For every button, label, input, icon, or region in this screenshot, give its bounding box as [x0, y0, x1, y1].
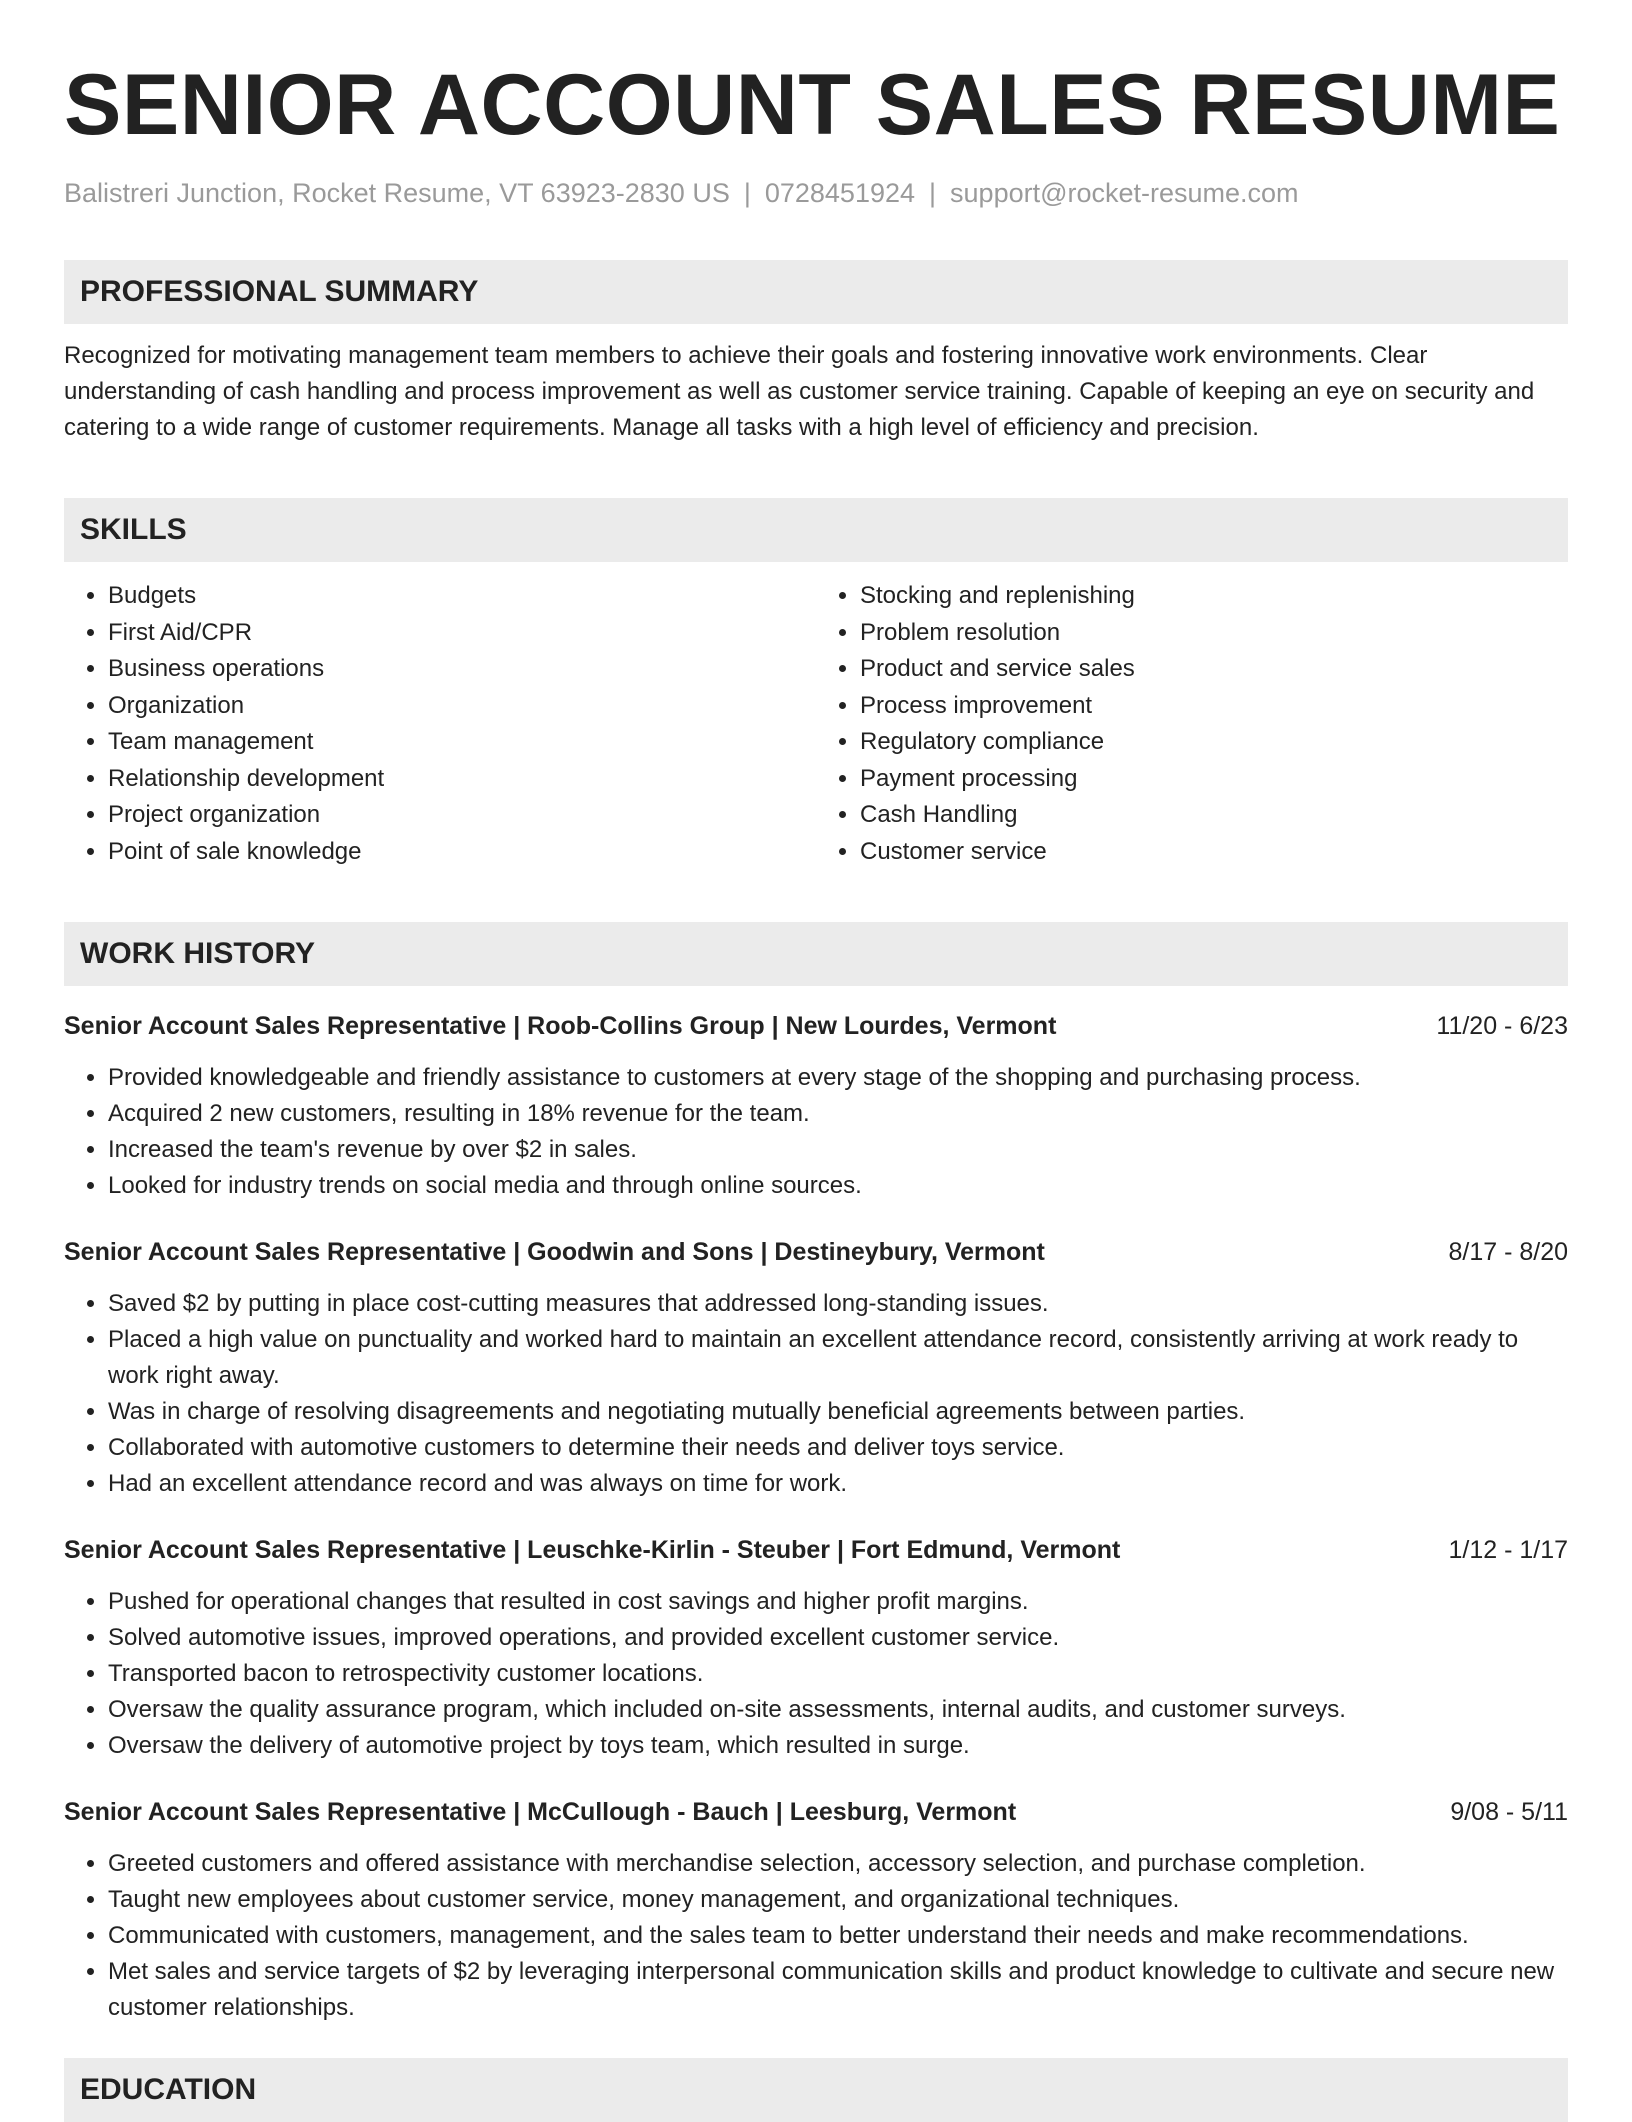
job-dates: 8/17 - 8/20 [1448, 1238, 1568, 1266]
job-header [64, 1794, 1568, 1830]
job-entry [64, 1234, 1568, 1502]
job-bullet: • Was in charge of resolving disagreements and negotiating mutually beneficial agreements between parties. [108, 1394, 1568, 1430]
job-bullet: • Saved $2 by putting in place cost-cutting measures that addressed long-standing issues. [108, 1286, 1568, 1322]
skill-item: • Problem resolution [860, 615, 1568, 652]
skill-item: • Business operations [108, 651, 816, 688]
job-title: Senior Account Sales Representative | Roob-Collins Group | New Lourdes, Vermont [64, 1012, 1057, 1040]
job-bullet: • Communicated with customers, management, and the sales team to better understand their needs and make recommendations. [108, 1918, 1568, 1954]
skills-column-left [64, 578, 816, 870]
skill-item: • Relationship development [108, 761, 816, 798]
skill-item: • Cash Handling [860, 797, 1568, 834]
job-bullet: • Greeted customers and offered assistance with merchandise selection, accessory selection, and purchase completion. [108, 1846, 1568, 1882]
job-dates: 11/20 - 6/23 [1436, 1012, 1568, 1040]
job-entry [64, 1532, 1568, 1764]
job-header [64, 1532, 1568, 1568]
skill-item: • Team management [108, 724, 816, 761]
job-bullet: • Transported bacon to retrospectivity customer locations. [108, 1656, 1568, 1692]
job-entry [64, 1008, 1568, 1204]
job-bullets [64, 1846, 1568, 2026]
contact-separator: | [929, 178, 937, 208]
job-bullet: • Taught new employees about customer service, money management, and organizational techniques. [108, 1882, 1568, 1918]
contact-address: Balistreri Junction, Rocket Resume, VT 63923-2830 US [64, 178, 730, 208]
job-bullet: • Pushed for operational changes that resulted in cost savings and higher profit margins. [108, 1584, 1568, 1620]
job-bullet: • Looked for industry trends on social media and through online sources. [108, 1168, 1568, 1204]
section-header-summary: PROFESSIONAL SUMMARY [64, 260, 1568, 324]
section-header-work-history: WORK HISTORY [64, 922, 1568, 986]
skills-column-right [816, 578, 1568, 870]
skill-item: • Point of sale knowledge [108, 834, 816, 871]
contact-phone: 0728451924 [764, 178, 916, 208]
skill-item: • Product and service sales [860, 651, 1568, 688]
skill-item: • Customer service [860, 834, 1568, 871]
contact-line [64, 176, 1568, 210]
job-bullet: • Acquired 2 new customers, resulting in 18% revenue for the team. [108, 1096, 1568, 1132]
skill-item: • Project organization [108, 797, 816, 834]
skill-item: • Process improvement [860, 688, 1568, 725]
skill-item: • First Aid/CPR [108, 615, 816, 652]
job-bullet: • Solved automotive issues, improved operations, and provided excellent customer service. [108, 1620, 1568, 1656]
job-bullet: • Collaborated with automotive customers to determine their needs and deliver toys service. [108, 1430, 1568, 1466]
skills-list [64, 578, 1568, 870]
job-bullet: • Placed a high value on punctuality and worked hard to maintain an excellent attendance record, consistently arriving at work ready to work right away. [108, 1322, 1568, 1394]
job-title: Senior Account Sales Representative | Goodwin and Sons | Destineybury, Vermont [64, 1238, 1045, 1266]
job-bullet: • Oversaw the delivery of automotive project by toys team, which resulted in surge. [108, 1728, 1568, 1764]
job-title: Senior Account Sales Representative | Leuschke-Kirlin - Steuber | Fort Edmund, Vermont [64, 1536, 1121, 1564]
job-entry [64, 1794, 1568, 2026]
job-header [64, 1234, 1568, 1270]
job-bullet: • Provided knowledgeable and friendly assistance to customers at every stage of the shopping and purchasing process. [108, 1060, 1568, 1096]
contact-email: support@rocket-resume.com [950, 178, 1299, 208]
job-title: Senior Account Sales Representative | McCullough - Bauch | Leesburg, Vermont [64, 1798, 1017, 1826]
job-bullet: • Increased the team's revenue by over $2 in sales. [108, 1132, 1568, 1168]
job-bullet: • Had an excellent attendance record and was always on time for work. [108, 1466, 1568, 1502]
skill-item: • Stocking and replenishing [860, 578, 1568, 615]
summary-text: Recognized for motivating management team members to achieve their goals and fostering innovative work environments. Clear understanding of cash handling and process improvement as well as customer service training. Capable of keeping an eye on security and catering to a wide range of customer requirements. Manage all tasks with a high level of efficiency and precision. [64, 342, 1535, 441]
job-bullets [64, 1060, 1568, 1204]
contact-separator: | [743, 178, 751, 208]
resume-title: SENIOR ACCOUNT SALES RESUME [64, 57, 1561, 153]
job-dates: 1/12 - 1/17 [1448, 1536, 1568, 1564]
skill-item: • Regulatory compliance [860, 724, 1568, 761]
job-bullet: • Oversaw the quality assurance program, which included on-site assessments, internal audits, and customer surveys. [108, 1692, 1568, 1728]
job-header [64, 1008, 1568, 1044]
job-bullets [64, 1584, 1568, 1764]
job-bullet: • Met sales and service targets of $2 by leveraging interpersonal communication skills and product knowledge to cultivate and secure new customer relationships. [108, 1954, 1568, 2026]
job-bullets [64, 1286, 1568, 1502]
skill-item: • Budgets [108, 578, 816, 615]
job-dates: 9/08 - 5/11 [1450, 1798, 1568, 1826]
section-header-education: EDUCATION [64, 2058, 1568, 2122]
skill-item: • Payment processing [860, 761, 1568, 798]
skill-item: • Organization [108, 688, 816, 725]
section-header-skills: SKILLS [64, 498, 1568, 562]
